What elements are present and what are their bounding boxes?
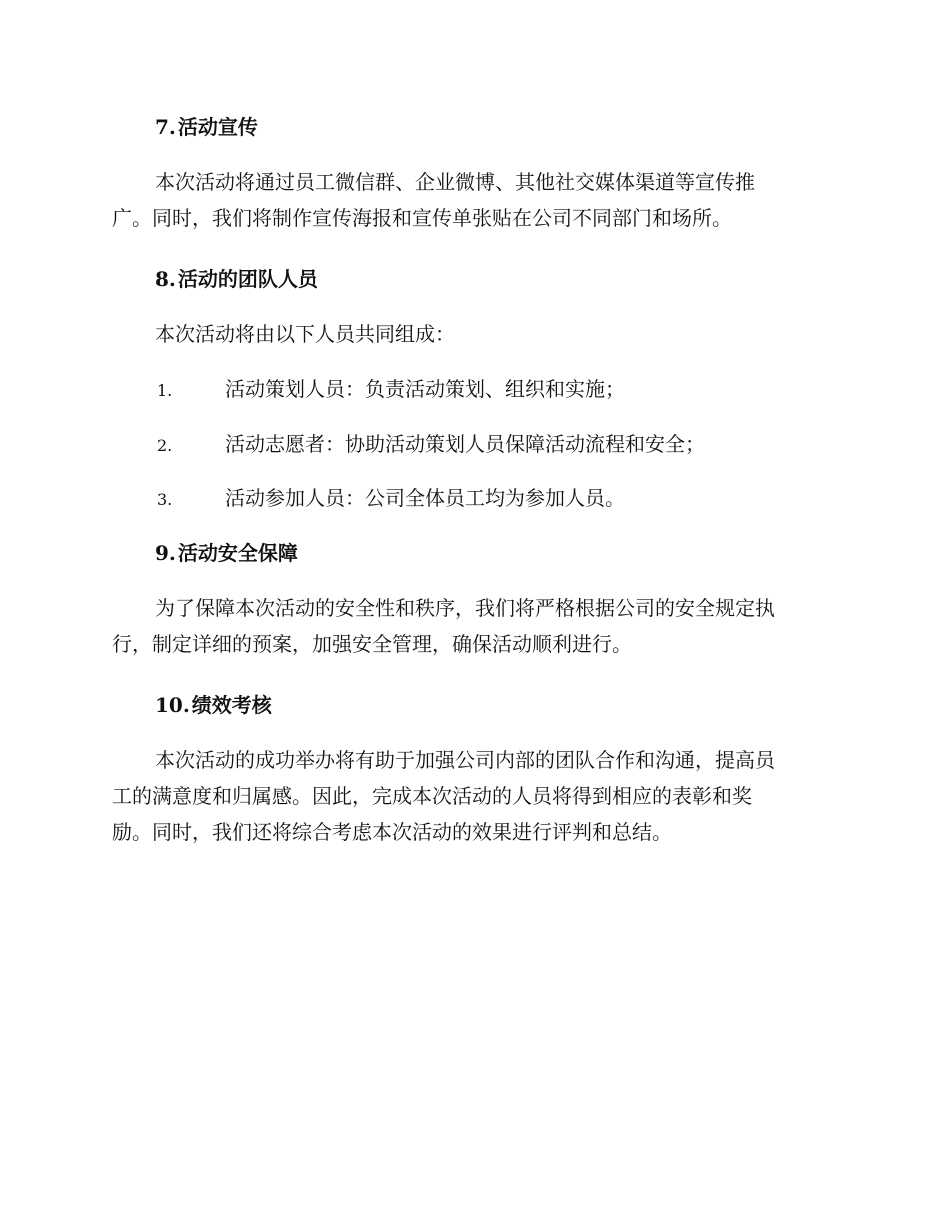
section-title: 活动的团队人员 (177, 267, 318, 291)
section-heading-10 (155, 691, 272, 719)
section-number: 10. (155, 693, 190, 717)
paragraph-line: 本次活动的成功举办将有助于加强公司内部的团队合作和沟通，提高员 (155, 748, 775, 772)
list-marker: 1. (157, 381, 173, 400)
section-title: 活动安全保障 (177, 541, 298, 565)
list-marker: 3. (157, 490, 173, 509)
section-paragraph-9 (112, 590, 832, 662)
section-paragraph-7 (112, 164, 832, 236)
section-number: 9. (155, 541, 176, 565)
list-marker: 2. (157, 436, 173, 455)
section-heading-8 (155, 265, 318, 293)
paragraph-line: 广。同时，我们将制作宣传海报和宣传单张贴在公司不同部门和场所。 (112, 206, 732, 230)
section-title: 绩效考核 (191, 693, 272, 717)
list-item (157, 375, 625, 405)
section-intro-8 (112, 316, 832, 352)
section-title: 活动宣传 (177, 115, 258, 139)
paragraph-line: 工的满意度和归属感。因此，完成本次活动的人员将得到相应的表彰和奖 (112, 784, 752, 808)
paragraph-line: 本次活动将由以下人员共同组成： (155, 322, 455, 346)
paragraph-line: 励。同时，我们还将综合考虑本次活动的效果进行评判和总结。 (112, 820, 672, 844)
paragraph-line: 本次活动将通过员工微信群、企业微博、其他社交媒体渠道等宣传推 (155, 170, 755, 194)
list-item-text: 活动参加人员：公司全体员工均为参加人员。 (225, 486, 625, 510)
list-item (157, 484, 625, 514)
section-number: 7. (155, 115, 176, 139)
section-number: 8. (155, 267, 176, 291)
section-heading-7 (155, 113, 258, 141)
list-item-text: 活动策划人员：负责活动策划、组织和实施； (225, 377, 625, 401)
paragraph-line: 为了保障本次活动的安全性和秩序，我们将严格根据公司的安全规定执 (155, 596, 775, 620)
list-item (157, 430, 705, 460)
list-item-text: 活动志愿者：协助活动策划人员保障活动流程和安全； (225, 432, 705, 456)
section-paragraph-10 (112, 742, 832, 850)
paragraph-line: 行，制定详细的预案，加强安全管理，确保活动顺利进行。 (112, 632, 632, 656)
section-heading-9 (155, 539, 298, 567)
